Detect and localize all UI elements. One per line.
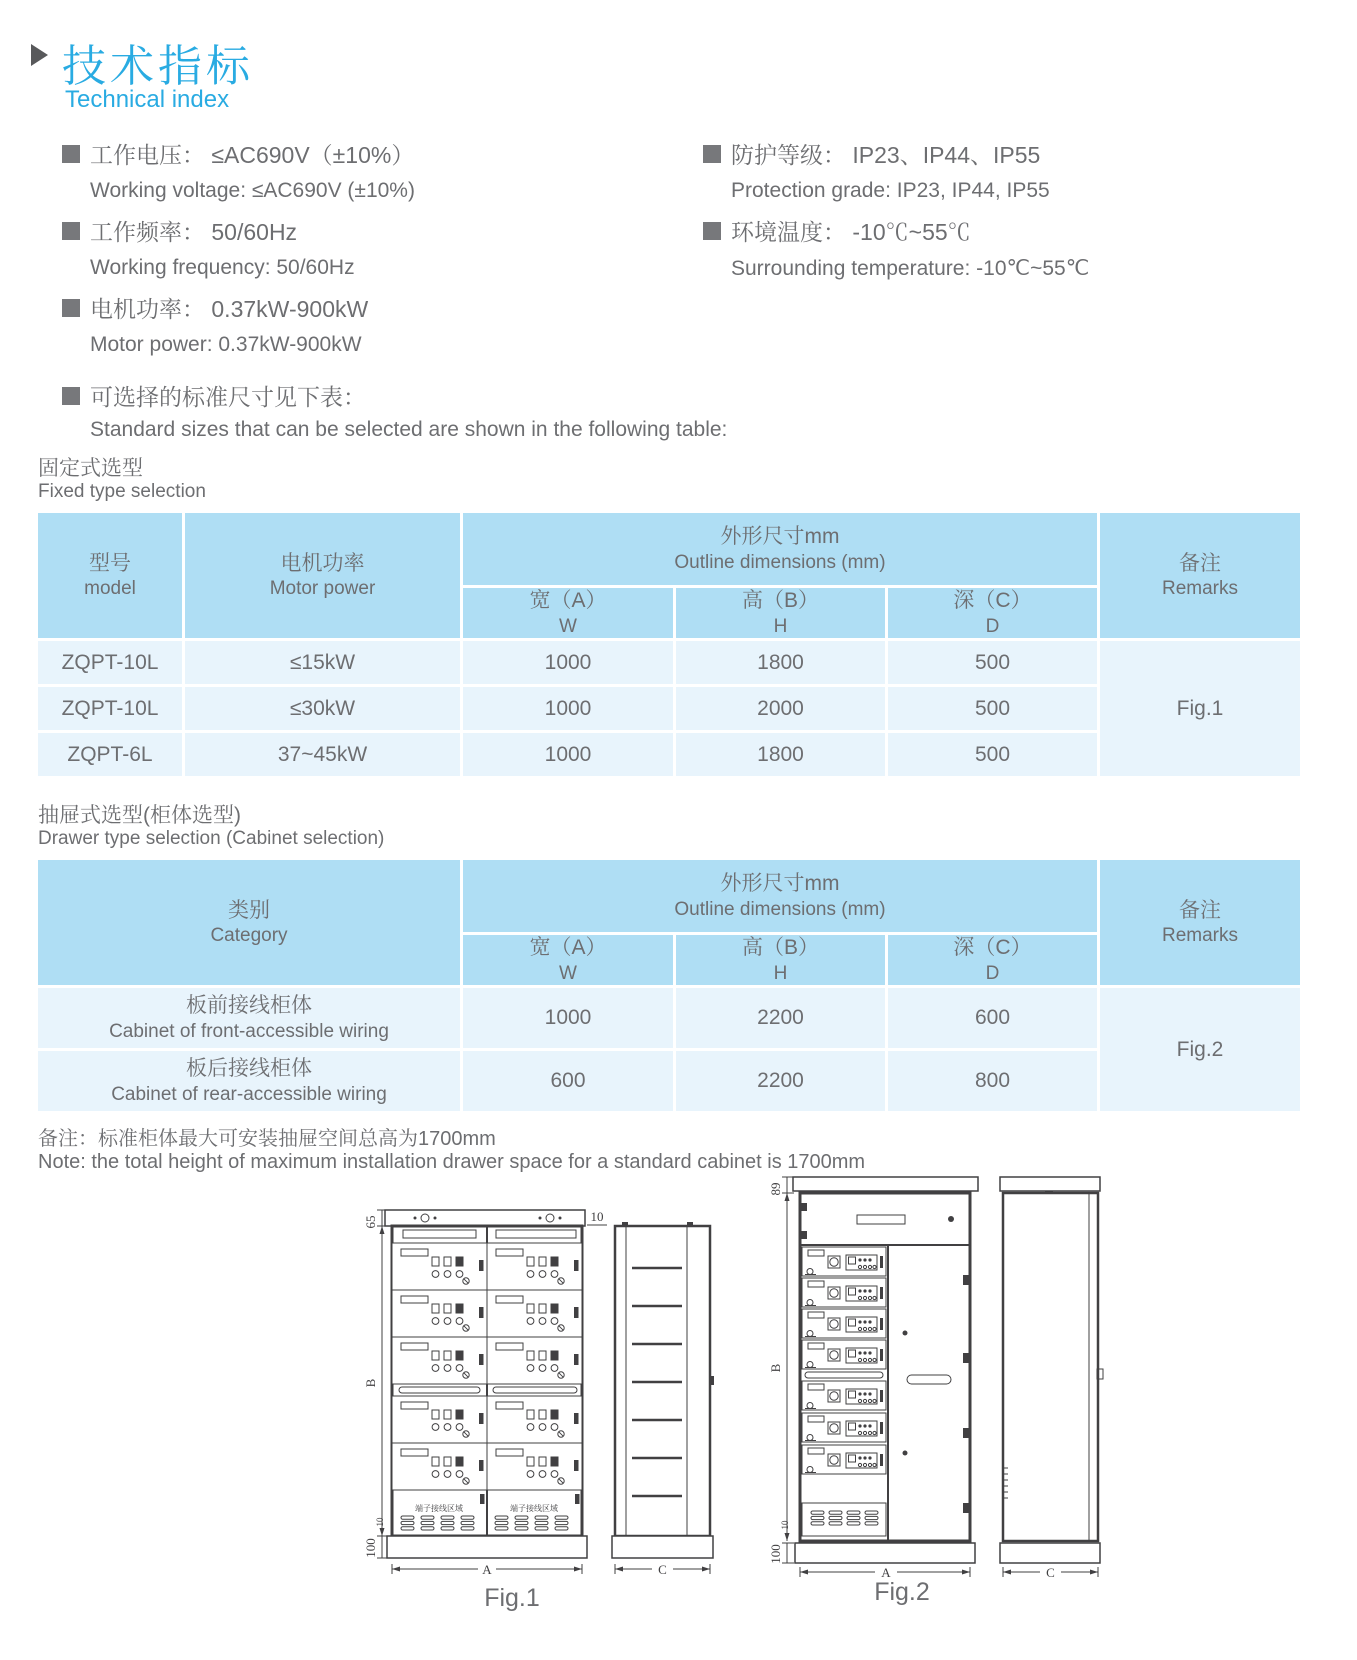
header-en: Outline dimensions (mm) <box>674 551 886 573</box>
table-remarks-cell: Fig.2 <box>1100 988 1300 1111</box>
table-row-cell-w: 1000 <box>463 687 673 730</box>
spec-cn-text: 防护等级： IP23、IP44、IP55 <box>731 142 1041 168</box>
fixed-table-label-en: Fixed type selection <box>38 481 206 502</box>
col-header-model <box>38 513 182 638</box>
header-cn: 电机功率 <box>280 551 365 575</box>
header-en: D <box>985 615 1000 637</box>
fig2-dim-100-label: 100 <box>768 1544 783 1564</box>
fig2-dim-10-label: 10 <box>780 1520 790 1530</box>
spec-en-text: Standard sizes that can be selected are shown in the following table: <box>90 418 728 441</box>
note-en: Note: the total height of maximum installation drawer space for a standard cabinet is 1700mm <box>38 1151 866 1173</box>
col-header-motor-power <box>185 513 460 638</box>
spec-working-voltage <box>62 140 415 217</box>
header-en: Category <box>210 925 288 947</box>
spec-en-text: Surrounding temperature: -10℃~55℃ <box>731 257 1090 280</box>
square-bullet-icon <box>62 145 80 163</box>
header-cn: 高（B） <box>741 936 819 960</box>
header-en: Motor power <box>269 578 376 600</box>
col-header-outline-dimensions <box>463 860 1097 932</box>
table-row-cell-model: ZQPT-10L <box>38 687 182 730</box>
col-header-width <box>463 935 673 985</box>
spec-working-frequency <box>62 217 415 294</box>
table-row-cell-h: 1800 <box>676 641 885 684</box>
fixed-type-table <box>38 513 1300 776</box>
table-row-cell-h: 1800 <box>676 733 885 776</box>
spec-en-text: Working frequency: 50/60Hz <box>90 256 355 279</box>
header-cn: 备注 <box>1179 898 1221 922</box>
spec-list-left <box>62 140 415 371</box>
spec-en-text: Protection grade: IP23, IP44, IP55 <box>731 179 1050 202</box>
fig2-side-view <box>1000 1177 1103 1563</box>
fig2-front-view <box>793 1177 978 1563</box>
fig1-terminal-area-label: 端子接线区域 <box>510 1504 558 1513</box>
page-title: 技术指标 <box>62 42 254 91</box>
category-en: Cabinet of rear-accessible wiring <box>111 1083 387 1105</box>
fig1-dim-10-label: 10 <box>375 1517 385 1527</box>
table-row-cell-w: 1000 <box>463 641 673 684</box>
header-en: H <box>773 962 788 984</box>
spec-cn-text: 电机功率： 0.37kW-900kW <box>90 296 369 322</box>
header-cn: 深（C） <box>953 936 1032 960</box>
category-cn: 板前接线柜体 <box>186 994 312 1018</box>
spec-table-intro <box>62 382 727 442</box>
drawer-table-label-en: Drawer type selection (Cabinet selection) <box>38 828 385 849</box>
table-row-cell-category <box>38 988 460 1048</box>
table-row-cell-h: 2000 <box>676 687 885 730</box>
fig1-dim-65-label: 65 <box>363 1215 378 1229</box>
fig2-dim-c-label: C <box>1046 1565 1055 1580</box>
table-row-cell-model: ZQPT-10L <box>38 641 182 684</box>
table-row-cell-d: 500 <box>888 733 1097 776</box>
fig1-dim-100-label: 100 <box>363 1538 378 1558</box>
spec-en-text: Motor power: 0.37kW-900kW <box>90 333 362 356</box>
col-header-height <box>676 935 885 985</box>
header-cn: 深（C） <box>953 589 1032 613</box>
header-cn: 高（B） <box>741 589 819 613</box>
fig2-dim-89-label: 89 <box>768 1182 783 1196</box>
col-header-category <box>38 860 460 985</box>
fig1-front-view <box>385 1210 587 1558</box>
header-en: model <box>84 578 136 600</box>
category-cn: 板后接线柜体 <box>186 1057 312 1081</box>
drawer-table-label: 抽屉式选型(柜体选型) <box>38 804 241 827</box>
table-row-cell-model: ZQPT-6L <box>38 733 182 776</box>
page-title-en: Technical index <box>65 86 230 113</box>
spec-cn-text: 工作电压： ≤AC690V（±10%） <box>90 142 415 168</box>
header-cn: 宽（A） <box>529 936 607 960</box>
table-row-cell-power: ≤30kW <box>185 687 460 730</box>
table-row-cell-category <box>38 1051 460 1111</box>
table-row-cell-w: 1000 <box>463 733 673 776</box>
header-en: Remarks <box>1161 925 1238 947</box>
fig1-dim-10-top-label: 10 <box>590 1209 604 1224</box>
fig2-caption: Fig.2 <box>874 1578 930 1606</box>
spec-list-right <box>703 140 1089 294</box>
col-header-width <box>463 588 673 638</box>
square-bullet-icon <box>703 222 721 240</box>
square-bullet-icon <box>703 145 721 163</box>
spec-cn-text: 环境温度： -10℃~55℃ <box>731 219 971 245</box>
header-en: D <box>985 962 1000 984</box>
category-en: Cabinet of front-accessible wiring <box>109 1020 389 1042</box>
spec-protection-grade <box>703 140 1089 217</box>
fig2-dim-a-label: A <box>881 1565 891 1580</box>
col-header-remarks <box>1100 513 1300 638</box>
note-cn: 备注：标准柜体最大可安装抽屉空间总高为1700mm <box>38 1128 496 1150</box>
table-row-cell-d: 500 <box>888 687 1097 730</box>
table-row-cell-d: 500 <box>888 641 1097 684</box>
fixed-table-label: 固定式选型 <box>38 457 143 480</box>
square-bullet-icon <box>62 299 80 317</box>
table-row-cell-d: 600 <box>888 988 1097 1048</box>
spec-en-text: Working voltage: ≤AC690V (±10%) <box>90 179 415 202</box>
spec-cn-text: 工作频率： 50/60Hz <box>90 219 298 245</box>
col-header-remarks <box>1100 860 1300 985</box>
square-bullet-icon <box>62 387 80 405</box>
header-en: W <box>559 615 577 637</box>
square-bullet-icon <box>62 222 80 240</box>
header-en: H <box>773 615 788 637</box>
col-header-depth <box>888 588 1097 638</box>
fig1-terminal-area-label: 端子接线区域 <box>415 1504 463 1513</box>
fig2-dim-b-label: B <box>768 1363 783 1373</box>
table-remarks-cell: Fig.1 <box>1100 641 1300 776</box>
fig1-side-view <box>612 1222 714 1558</box>
table-row-cell-power: 37~45kW <box>185 733 460 776</box>
header-en: W <box>559 962 577 984</box>
table-row-cell-d: 800 <box>888 1051 1097 1111</box>
table-row-cell-h: 2200 <box>676 988 885 1048</box>
table-row-cell-w: 600 <box>463 1051 673 1111</box>
header-cn: 类别 <box>228 898 270 922</box>
header-en: Outline dimensions (mm) <box>674 898 886 920</box>
table-row-cell-power: ≤15kW <box>185 641 460 684</box>
spec-surrounding-temperature <box>703 217 1089 294</box>
drawer-type-table <box>38 860 1300 1111</box>
header-cn: 型号 <box>89 551 131 575</box>
col-header-depth <box>888 935 1097 985</box>
header-en: Remarks <box>1161 578 1238 600</box>
col-header-height <box>676 588 885 638</box>
header-cn: 外形尺寸mm <box>720 525 840 549</box>
fig1-caption: Fig.1 <box>484 1584 540 1612</box>
fig2-drawer-cabinet-drawing <box>745 1163 1115 1583</box>
header-cn: 宽（A） <box>529 589 607 613</box>
table-row-cell-h: 2200 <box>676 1051 885 1111</box>
fig1-fixed-cabinet-drawing <box>335 1198 775 1578</box>
section-arrow-icon <box>31 44 48 66</box>
fig1-dim-b-label: B <box>363 1378 378 1388</box>
table-row-cell-w: 1000 <box>463 988 673 1048</box>
fig1-dim-c-label: C <box>658 1562 667 1577</box>
spec-cn-text: 可选择的标准尺寸见下表： <box>90 384 366 410</box>
spec-motor-power <box>62 294 415 371</box>
fig1-dim-a-label: A <box>482 1562 492 1577</box>
header-cn: 备注 <box>1179 551 1221 575</box>
col-header-outline-dimensions <box>463 513 1097 585</box>
header-cn: 外形尺寸mm <box>720 872 840 896</box>
